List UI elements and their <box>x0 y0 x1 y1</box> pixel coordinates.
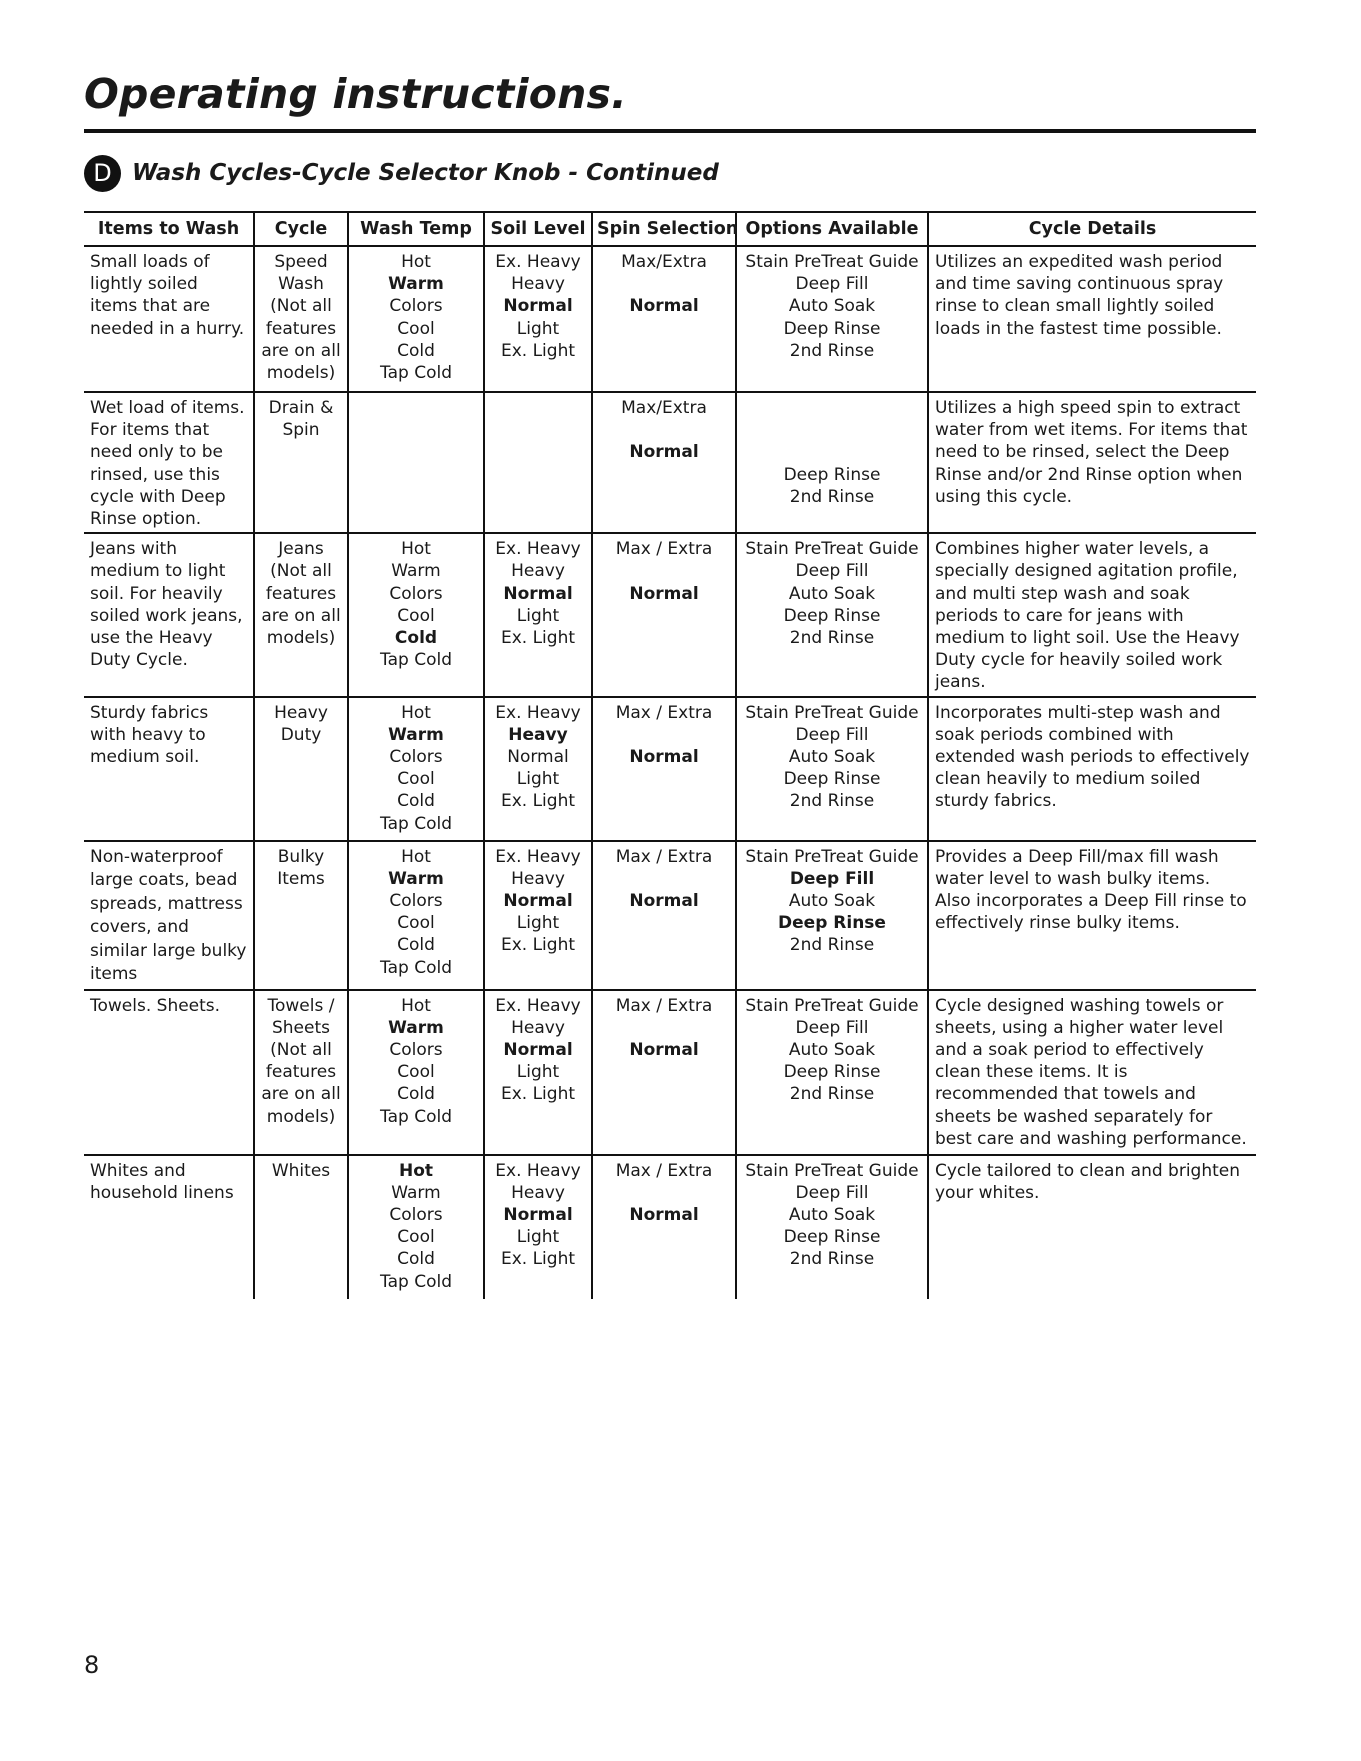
soil-level-cell: Ex. Heavy Heavy Normal Light Ex. Light <box>484 697 592 841</box>
items-to-wash-cell: Wet load of items. For items that need only to be rinsed, use this cycle with Deep Rinse option. <box>84 392 254 533</box>
wash-temp-cell: Hot Warm Colors Cool Cold Tap Cold <box>348 841 484 990</box>
header-cycle-details: Cycle Details <box>928 212 1256 246</box>
section-heading <box>84 154 719 192</box>
header-wash-temp: Wash Temp <box>348 212 484 246</box>
cycle-details-cell: Utilizes an expedited wash period and time saving continuous spray rinse to clean small lightly soiled loads in the fastest time possible. <box>928 246 1256 392</box>
options-available-cell: Stain PreTreat Guide Deep Fill Auto Soak Deep Rinse 2nd Rinse <box>736 990 928 1155</box>
spin-selection-cell: Max / Extra Normal <box>592 1155 736 1299</box>
table-header-row <box>84 212 1256 246</box>
cycle-details-cell: Incorporates multi-step wash and soak periods combined with extended wash periods to effectively clean heavily to medium soiled sturdy fabrics. <box>928 697 1256 841</box>
cycle-cell: Drain & Spin <box>254 392 348 533</box>
title-rule <box>84 129 1256 133</box>
items-to-wash-cell: Sturdy fabrics with heavy to medium soil. <box>84 697 254 841</box>
soil-level-cell: Ex. Heavy Heavy Normal Light Ex. Light <box>484 990 592 1155</box>
table-row <box>84 841 1256 990</box>
table-row <box>84 246 1256 392</box>
soil-level-cell <box>484 392 592 533</box>
spin-selection-cell: Max / Extra Normal <box>592 533 736 696</box>
items-to-wash-cell: Non-waterproof large coats, bead spreads, mattress covers, and similar large bulky items <box>84 841 254 990</box>
spin-selection-cell: Max/Extra Normal <box>592 246 736 392</box>
wash-temp-cell: Hot Warm Colors Cool Cold Tap Cold <box>348 533 484 696</box>
options-available-cell: Stain PreTreat Guide Deep Fill Auto Soak Deep Rinse 2nd Rinse <box>736 533 928 696</box>
cycle-cell: Heavy Duty <box>254 697 348 841</box>
cycle-cell: Speed Wash (Not all features are on all models) <box>254 246 348 392</box>
options-available-cell: Stain PreTreat Guide Deep Fill Auto Soak Deep Rinse 2nd Rinse <box>736 841 928 990</box>
options-available-cell: Deep Rinse 2nd Rinse <box>736 392 928 533</box>
soil-level-cell: Ex. Heavy Heavy Normal Light Ex. Light <box>484 1155 592 1299</box>
header-options-available: Options Available <box>736 212 928 246</box>
options-available-cell: Stain PreTreat Guide Deep Fill Auto Soak Deep Rinse 2nd Rinse <box>736 1155 928 1299</box>
cycle-details-cell: Cycle designed washing towels or sheets, using a higher water level and a soak period to effectively clean these items. It is recommended that towels and sheets be washed separately for best care and washing performance. <box>928 990 1256 1155</box>
spin-selection-cell: Max / Extra Normal <box>592 990 736 1155</box>
wash-temp-cell: Hot Warm Colors Cool Cold Tap Cold <box>348 246 484 392</box>
header-items-to-wash: Items to Wash <box>84 212 254 246</box>
section-title: Wash Cycles-Cycle Selector Knob - Continued <box>132 160 719 186</box>
table-row <box>84 533 1256 696</box>
spin-selection-cell: Max/Extra Normal <box>592 392 736 533</box>
cycle-details-cell: Combines higher water levels, a specially designed agitation profile, and multi step wash and soak periods to care for jeans with medium to light soil. Use the Heavy Duty cycle for heavily soiled work jeans. <box>928 533 1256 696</box>
section-badge: D <box>84 155 121 192</box>
cycle-details-cell: Cycle tailored to clean and brighten your whites. <box>928 1155 1256 1299</box>
cycle-details-cell: Provides a Deep Fill/max fill wash water level to wash bulky items. Also incorporates a Deep Fill rinse to effectively rinse bulky items. <box>928 841 1256 990</box>
page-title: Operating instructions. <box>84 70 627 118</box>
spin-selection-cell: Max / Extra Normal <box>592 841 736 990</box>
items-to-wash-cell: Towels. Sheets. <box>84 990 254 1155</box>
header-soil-level: Soil Level <box>484 212 592 246</box>
table-row <box>84 1155 1256 1299</box>
cycle-cell: Bulky Items <box>254 841 348 990</box>
items-to-wash-cell: Small loads of lightly soiled items that are needed in a hurry. <box>84 246 254 392</box>
table-row <box>84 990 1256 1155</box>
cycle-cell: Whites <box>254 1155 348 1299</box>
wash-cycles-table <box>84 211 1256 1299</box>
items-to-wash-cell: Whites and household linens <box>90 1160 234 1203</box>
wash-temp-cell: Hot Warm Colors Cool Cold Tap Cold <box>348 990 484 1155</box>
soil-level-cell: Ex. Heavy Heavy Normal Light Ex. Light <box>484 533 592 696</box>
header-cycle: Cycle <box>254 212 348 246</box>
options-available-cell: Stain PreTreat Guide Deep Fill Auto Soak Deep Rinse 2nd Rinse <box>736 697 928 841</box>
wash-temp-cell: Hot Warm Colors Cool Cold Tap Cold <box>348 697 484 841</box>
cycle-cell: Jeans (Not all features are on all models) <box>254 533 348 696</box>
soil-level-cell: Ex. Heavy Heavy Normal Light Ex. Light <box>484 246 592 392</box>
cycle-details-cell: Utilizes a high speed spin to extract water from wet items. For items that need to be rinsed, select the Deep Rinse and/or 2nd Rinse option when using this cycle. <box>928 392 1256 533</box>
table-row <box>84 392 1256 533</box>
wash-temp-cell <box>348 392 484 533</box>
page-number: 8 <box>84 1651 100 1679</box>
table-row <box>84 697 1256 841</box>
header-spin-selection: Spin Selection <box>592 212 736 246</box>
soil-level-cell: Ex. Heavy Heavy Normal Light Ex. Light <box>484 841 592 990</box>
items-to-wash-cell: Jeans with medium to light soil. For heavily soiled work jeans, use the Heavy Duty Cycle. <box>84 533 254 696</box>
options-available-cell: Stain PreTreat Guide Deep Fill Auto Soak Deep Rinse 2nd Rinse <box>736 246 928 392</box>
wash-temp-cell: Hot Warm Colors Cool Cold Tap Cold <box>348 1155 484 1299</box>
cycle-cell: Towels / Sheets (Not all features are on all models) <box>254 990 348 1155</box>
spin-selection-cell: Max / Extra Normal <box>592 697 736 841</box>
